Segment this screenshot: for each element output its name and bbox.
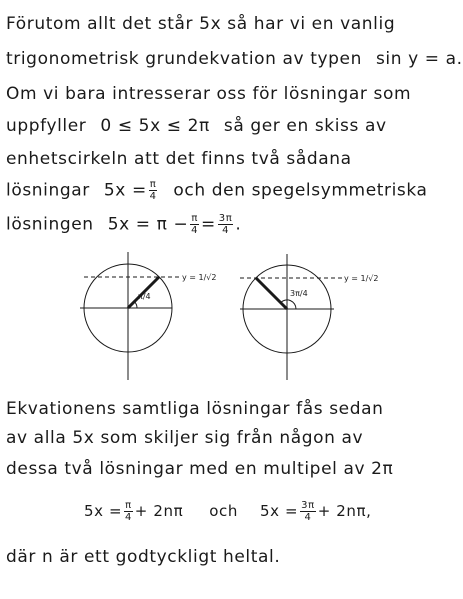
math-span: 5x = [84, 502, 123, 520]
fraction [149, 179, 158, 202]
text-span: så ger en skiss av [223, 116, 387, 136]
text-line: dessa två lösningar med en multipel av 2π [6, 459, 394, 479]
fraction-denominator: 4 [222, 225, 230, 236]
math-span: + 2nπ [134, 502, 184, 520]
math-span: sin y = a. [375, 49, 463, 69]
fraction-numerator: 3π [301, 500, 315, 511]
fraction-denominator: 4 [304, 512, 312, 523]
fraction [218, 213, 234, 236]
math-span: = [200, 214, 216, 235]
radius-line [256, 278, 287, 309]
fraction-numerator: π [125, 500, 132, 511]
text-span: trigonometrisk grundekvation av typen [6, 49, 362, 69]
text-line: där n är ett godtyckligt heltal. [6, 547, 281, 567]
fraction [300, 500, 316, 523]
math-span: 5x = [103, 180, 147, 201]
fraction-numerator: 3π [218, 213, 233, 224]
unit-circle-figure-left [80, 250, 217, 390]
fraction [190, 213, 199, 236]
angle-label: π/4 [138, 292, 151, 301]
text-line: Om vi bara intresserar oss för lösningar som [6, 84, 412, 104]
text-span: lösningar [6, 180, 90, 201]
line-label: y = 1/√2 [182, 273, 217, 282]
fraction-numerator: π [149, 179, 157, 190]
angle-arc [134, 302, 137, 308]
text-span: uppfyller [6, 116, 87, 136]
text-line: av alla 5x som skiljer sig från någon av [6, 428, 364, 448]
fraction-numerator: π [191, 213, 198, 224]
fraction [124, 500, 133, 523]
text-line: Förutom allt det står 5x så har vi en vanlig [6, 14, 396, 34]
text-line: Ekvationens samtliga lösningar fås sedan [6, 399, 384, 419]
text-span: lösningen [6, 214, 94, 235]
math-span: 5x = π − [107, 214, 189, 235]
fraction-denominator: 4 [191, 225, 199, 236]
text-line [6, 48, 463, 70]
fraction-denominator: 4 [149, 191, 157, 202]
unit-circle-figure-right [230, 252, 390, 392]
math-span: + 2nπ, [317, 502, 372, 520]
line-label: y = 1/√2 [344, 274, 379, 283]
angle-label: 3π/4 [290, 289, 308, 298]
math-span: 5x = [259, 502, 299, 520]
text-span: och [209, 502, 238, 520]
text-span: och den spegelsymmetriska [173, 180, 428, 201]
text-line [6, 213, 241, 236]
solution-equation [84, 500, 372, 523]
math-span: . [235, 214, 242, 235]
text-line: enhetscirkeln att det finns två sådana [6, 149, 352, 169]
fraction-denominator: 4 [125, 512, 132, 523]
math-span: 0 ≤ 5x ≤ 2π [100, 116, 210, 136]
text-line [6, 115, 387, 137]
text-line [6, 179, 428, 202]
